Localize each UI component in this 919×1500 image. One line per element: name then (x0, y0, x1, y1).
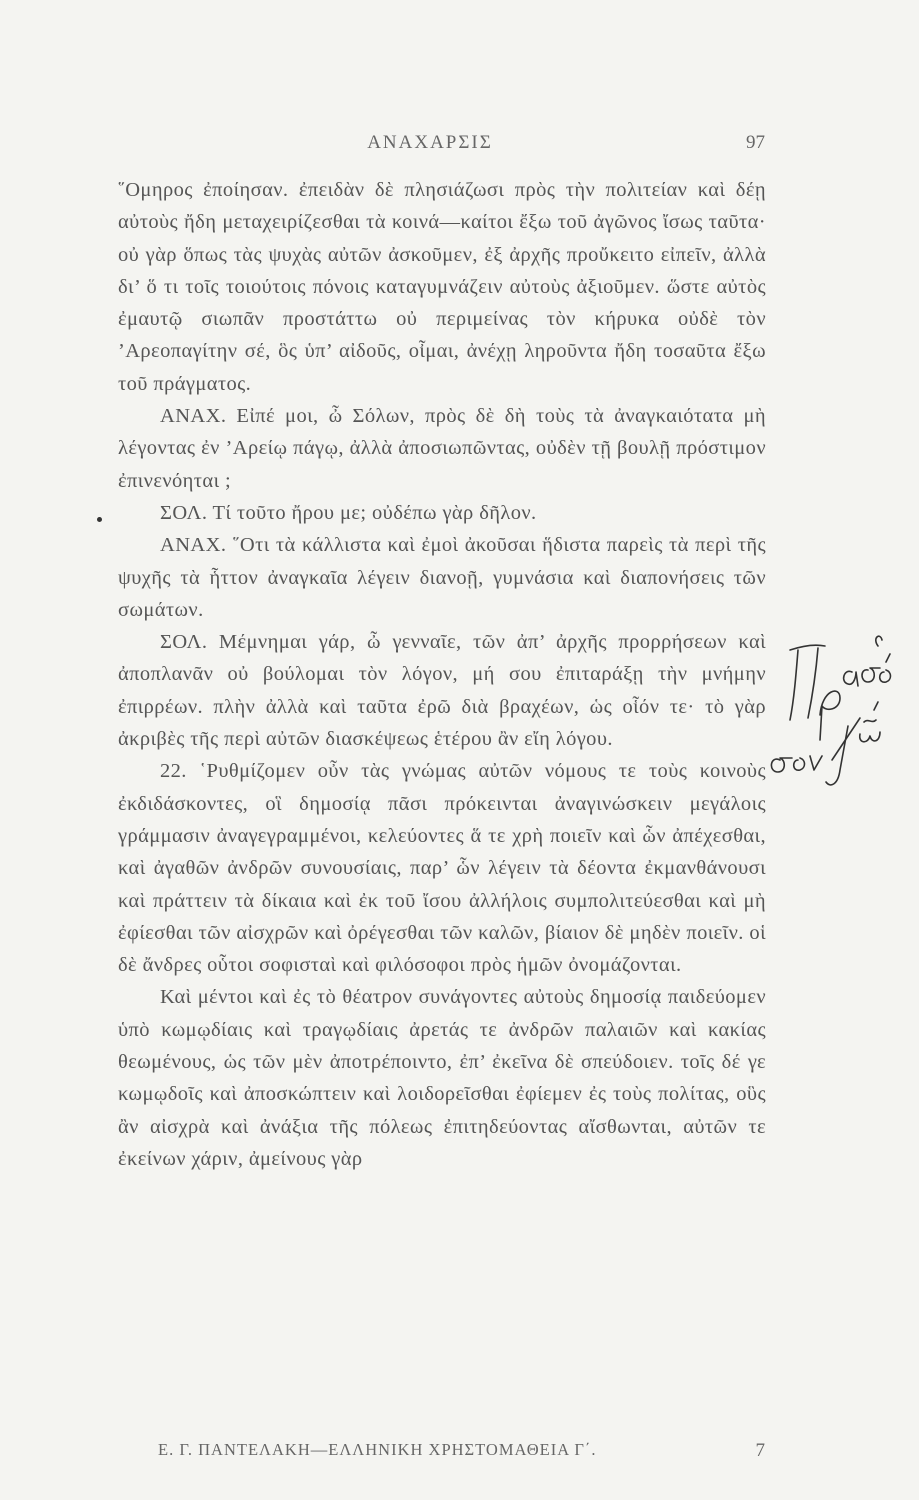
paragraph-solon-memory: ΣΟΛ. Μέμνημαι γάρ, ὦ γενναῖε, τῶν ἀπ’ ἀρχῆς προρρήσεων καὶ ἀποπλανᾶν οὐ βούλομαι τὸν λόγον, μή σου ἐπιταράξῃ τὴν μνήμην ἐπιρρέων. πλὴν ἀλλὰ καὶ ταῦτα ἐρῶ διὰ βραχέων, ὡς οἷόν τε· τὸ γὰρ ἀκριβὲς τῆς περὶ αὐτῶν διασκέψεως ἑτέρου ἂν εἴη λόγου. (118, 631, 766, 751)
body-text (118, 174, 766, 1175)
page-footer (118, 1440, 766, 1470)
handwritten-annotation (760, 610, 910, 800)
paragraph-anach-answer: ΑΝΑΧ. ῞Οτι τὰ κάλλιστα καὶ ἐμοὶ ἀκοῦσαι ἥδιστα παρεὶς τὰ περὶ τῆς ψυχῆς τὰ ἧττον ἀναγκαῖα λέγειν διανοῇ, γυμνάσια καὶ διαπονήσεις τῶν σωμάτων. (118, 534, 766, 621)
paragraph-anach-question: ΑΝΑΧ. Εἰπέ μοι, ὦ Σόλων, πρὸς δὲ δὴ τοὺς τὰ ἀναγκαιότατα μὴ λέγοντας ἐν ’Αρείῳ πάγῳ, ἀλλὰ ἀποσιωπῶντας, οὐδὲν τῇ βουλῇ πρόστιμον ἐπινενόηται ; (118, 405, 766, 492)
paragraph-theatre: Καὶ μέντοι καὶ ἐς τὸ θέατρον συνάγοντες αὐτοὺς δημοσίᾳ παιδεύομεν ὑπὸ κωμῳδίαις καὶ τραγῳδίαις ἀρετάς τε ἀνδρῶν παλαιῶν καὶ κακίας θεωμένους, ὡς τῶν μὲν ἀποτρέποιντο, ἐπ’ ἐκεῖνα δὲ σπεύδοιεν. τοῖς δέ γε κωμῳδοῖς καὶ ἀποσκώπτειν καὶ λοιδορεῖσθαι ἐφίεμεν ἐς τοὺς πολίτας, οὓς ἂν αἰσχρὰ καὶ ἀνάξια τῆς πόλεως ἐπιτηδεύοντας αἴσθωνται, αὐτῶν τε ἐκείνων χάριν, ἀμείνους γὰρ (118, 986, 766, 1170)
page-number: 97 (746, 132, 765, 153)
paragraph-section-22: 22. ῾Ρυθμίζομεν οὖν τὰς γνώμας αὐτῶν νόμους τε τοὺς κοινοὺς ἐκδιδάσκοντες, οἳ δημοσίᾳ πᾶσι πρόκεινται ἀναγινώσκειν μεγάλοις γράμμασιν ἀναγεγραμμένοι, κελεύοντες ἅ τε χρὴ ποιεῖν καὶ ὧν ἀπέχεσθαι, καὶ ἀγαθῶν ἀνδρῶν συνουσίαις, παρ’ ὧν λέγειν τὰ δέοντα ἐκμανθάνουσι καὶ πράττειν τὰ δίκαια καὶ ἐκ τοῦ ἴσου ἀλλήλοις συμπολιτεύεσθαι καὶ μὴ ἐφίεσθαι τῶν αἰσχρῶν καὶ ὀρέγεσθαι τῶν καλῶν, βίαιον δὲ μηδὲν ποιεῖν. οἱ δὲ ἄνδρες οὗτοι σοφισταὶ καὶ φιλόσοφοι πρὸς ἡμῶν ὀνομάζονται. (118, 760, 766, 977)
paragraph-solon-reply: ΣΟΛ. Τί τοῦτο ἤρου με; οὐδέπω γὰρ δῆλον. (160, 501, 537, 524)
paragraph-opening: ῞Ομηρος ἐποίησαν. ἐπειδὰν δὲ πλησιάζωσι πρὸς τὴν πολιτείαν καὶ δέῃ αὐτοὺς ἤδη μεταχειρίζεσθαι τὰ κοινά—καίτοι ἔξω τοῦ ἀγῶνος ἴσως ταῦτα· οὐ γὰρ ὅπως τὰς ψυχὰς αὐτῶν ἀσκοῦμεν, ἐξ ἀρχῆς προὔκειτο εἰπεῖν, ἀλλὰ δι’ ὅ τι τοῖς τοιούτοις πόνοις καταγυμνάζειν αὐτοὺς ἀξιοῦμεν. ὥστε αὐτὸς ἐμαυτῷ σιωπᾶν προστάττω οὐ περιμείνας τὸν κήρυκα οὐδὲ τὸν ’Αρεοπαγίτην σέ, ὃς ὑπ’ αἰδοῦς, οἶμαι, ἀνέχῃ ληροῦντα ἤδη τοσαῦτα ἔξω τοῦ πράγματος. (118, 179, 766, 395)
footer-credit: Ε. Γ. ΠΑΝΤΕΛΑΚΗ—ΕΛΛΗΝΙΚΗ ΧΡΗΣΤΟΜΑΘΕΙΑ Γ΄. (158, 1440, 597, 1459)
running-head (0, 132, 919, 162)
signature-number: 7 (755, 1440, 766, 1461)
running-title: ΑΝΑΧΑΡΣΙΣ (367, 132, 493, 153)
margin-dot (97, 517, 102, 522)
